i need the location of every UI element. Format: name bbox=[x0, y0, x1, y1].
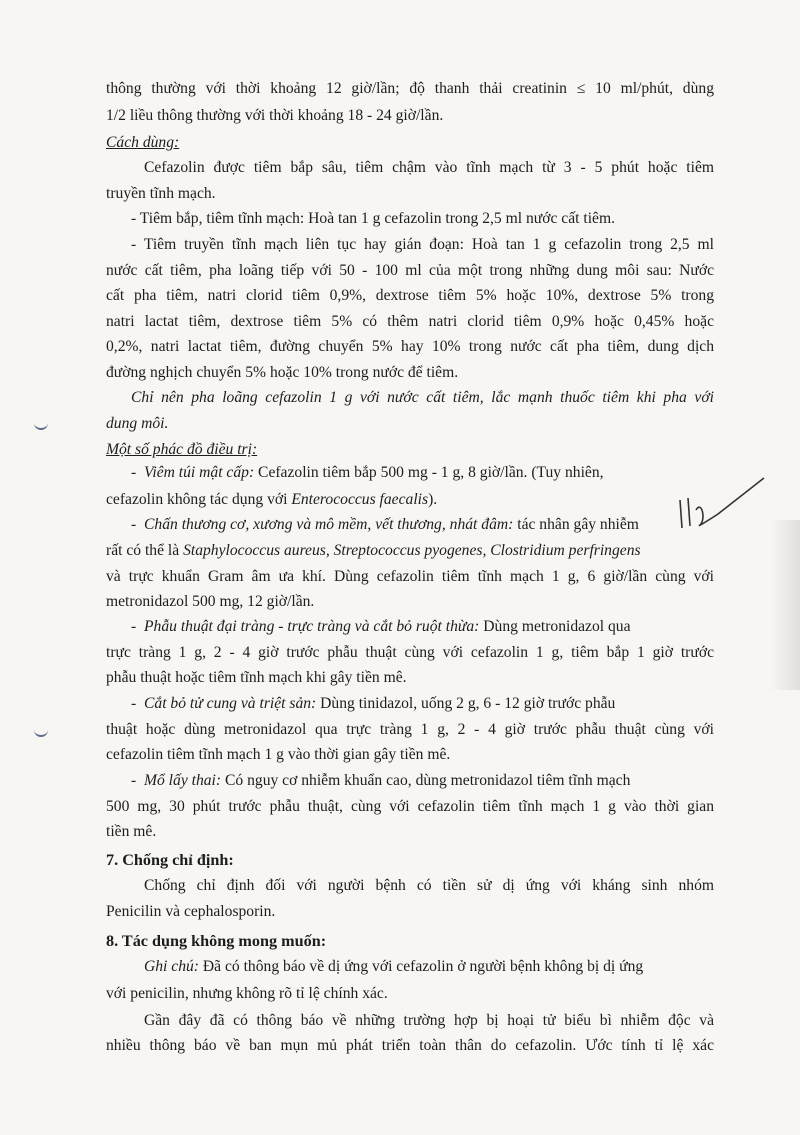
note-label: Ghi chú: bbox=[144, 958, 199, 975]
regimen-4-line: cefazolin tiêm tĩnh mạch 1 g vào thời gian gây tiền mê. bbox=[106, 746, 451, 763]
body-line: - Tiêm bắp, tiêm tĩnh mạch: Hoà tan 1 g cefazolin trong 2,5 ml nước cất tiêm. bbox=[131, 210, 615, 227]
body-line: nước cất tiêm, pha loãng tiếp với 50 - 100 ml của một trong những dung môi sau: Nước bbox=[106, 262, 714, 279]
regimen-1-line bbox=[131, 463, 604, 483]
regimen-title: Chấn thương cơ, xương và mô mềm, vết thương, nhát đâm: bbox=[144, 516, 514, 533]
body-line: - Tiêm truyền tĩnh mạch liên tục hay gián đoạn: Hoà tan 1 g cefazolin trong 2,5 ml bbox=[131, 236, 714, 253]
punch-hole-mark bbox=[34, 725, 48, 737]
dash: - bbox=[131, 618, 144, 635]
italic-note-line: dung môi. bbox=[106, 415, 169, 432]
section-8-line: với penicilin, nhưng không rõ tỉ lệ chính xác. bbox=[106, 985, 388, 1002]
regimen-text: Có nguy cơ nhiễm khuẩn cao, dùng metronidazol tiêm tĩnh mạch bbox=[225, 772, 631, 789]
regimen-text: cefazolin không tác dụng với bbox=[106, 491, 288, 508]
section-subheading-cach-dung: Cách dùng: bbox=[106, 134, 180, 151]
regimen-1-line bbox=[106, 490, 437, 510]
regimen-3-line: trực tràng 1 g, 2 - 4 giờ trước phẫu thuật cùng với cefazolin 1 g, tiêm bắp 1 giờ trước bbox=[106, 644, 714, 661]
body-line: Cefazolin được tiêm bắp sâu, tiêm chậm vào tĩnh mạch từ 3 - 5 phút hoặc tiêm bbox=[144, 159, 714, 176]
section-8-line bbox=[144, 957, 643, 977]
regimen-text: tác nhân gây nhiễm bbox=[517, 516, 639, 533]
regimen-title: Viêm túi mật cấp: bbox=[144, 464, 255, 481]
regimen-text: Cefazolin tiêm bắp 500 mg - 1 g, 8 giờ/lần. (Tuy nhiên, bbox=[258, 464, 604, 481]
section-8-line: Gần đây đã có thông báo về những trường hợp bị hoại tử biểu bì nhiễm độc và bbox=[144, 1012, 714, 1029]
regimen-2-line: và trực khuẩn Gram âm ưa khí. Dùng cefazolin tiêm tĩnh mạch 1 g, 6 giờ/lần cùng với bbox=[106, 568, 714, 585]
section-7-line: Chống chỉ định đối với người bệnh có tiền sử dị ứng với kháng sinh nhóm bbox=[144, 877, 714, 894]
dash: - bbox=[131, 516, 144, 533]
dash: - bbox=[131, 695, 144, 712]
section-8-line: nhiều thông báo về ban mụn mủ phát triển toàn thân do cefazolin. Ước tính tỉ lệ xác bbox=[106, 1037, 714, 1054]
regimen-4-line bbox=[131, 694, 615, 714]
handwritten-signature-mark bbox=[660, 470, 770, 550]
organism-name: Staphylococcus aureus, Streptococcus pyogenes, Clostridium perfringens bbox=[183, 542, 641, 559]
body-line: thông thường với thời khoảng 12 giờ/lần; độ thanh thải creatinin ≤ 10 ml/phút, dùng bbox=[106, 80, 714, 97]
section-8-heading: 8. Tác dụng không mong muốn: bbox=[106, 932, 327, 950]
section-7-heading: 7. Chống chỉ định: bbox=[106, 851, 234, 869]
regimen-text: Dùng tinidazol, uống 2 g, 6 - 12 giờ trước phẫu bbox=[320, 695, 616, 712]
section-7-line: Penicilin và cephalosporin. bbox=[106, 903, 276, 920]
regimen-4-line: thuật hoặc dùng metronidazol qua trực tràng 1 g, 2 - 4 giờ trước phẫu thuật cùng với bbox=[106, 721, 714, 738]
regimen-3-line: phẫu thuật hoặc tiêm tĩnh mạch khi gây tiền mê. bbox=[106, 669, 407, 686]
regimen-2-line: metronidazol 500 mg, 12 giờ/lần. bbox=[106, 593, 315, 610]
body-line: đường nghịch chuyển 5% hoặc 10% trong nước để tiêm. bbox=[106, 364, 459, 381]
dash: - bbox=[131, 464, 144, 481]
regimen-title: Mổ lấy thai: bbox=[144, 772, 222, 789]
punch-hole-mark bbox=[34, 418, 48, 430]
body-line: 0,2%, natri lactat tiêm, đường chuyển 5% hay 10% trong nước cất pha tiêm, dung dịch bbox=[106, 338, 714, 355]
italic-note-line: Chỉ nên pha loãng cefazolin 1 g với nước cất tiêm, lắc mạnh thuốc tiêm khi pha với bbox=[131, 389, 714, 406]
section-subheading-phac-do: Một số phác đồ điều trị: bbox=[106, 441, 258, 458]
organism-name: Enterococcus faecalis bbox=[291, 491, 429, 508]
body-line: truyền tĩnh mạch. bbox=[106, 185, 216, 202]
regimen-2-line bbox=[106, 541, 641, 561]
dash: - bbox=[131, 772, 144, 789]
regimen-text: ). bbox=[428, 491, 438, 508]
body-line: natri lactat tiêm, dextrose tiêm 5% có thêm natri clorid tiêm 0,9% hoặc 0,45% hoặc bbox=[106, 313, 714, 330]
regimen-text: Dùng metronidazol qua bbox=[483, 618, 631, 635]
regimen-2-line bbox=[131, 515, 639, 535]
body-line: 1/2 liều thông thường với thời khoảng 18 - 24 giờ/lần. bbox=[106, 107, 444, 124]
note-text: Đã có thông báo về dị ứng với cefazolin ở người bệnh không bị dị ứng bbox=[202, 958, 644, 975]
regimen-5-line: tiền mê. bbox=[106, 823, 157, 840]
regimen-3-line bbox=[131, 617, 631, 637]
body-line: cất pha tiêm, natri clorid tiêm 0,9%, dextrose tiêm 5% hoặc 10%, dextrose 5% trong bbox=[106, 287, 714, 304]
regimen-title: Cắt bỏ tử cung và triệt sản: bbox=[144, 695, 317, 712]
regimen-text: rất có thể là bbox=[106, 542, 180, 559]
regimen-5-line: 500 mg, 30 phút trước phẫu thuật, cùng với cefazolin tiêm tĩnh mạch 1 g vào thời gian bbox=[106, 798, 714, 815]
regimen-title: Phẫu thuật đại tràng - trực tràng và cắt bỏ ruột thừa: bbox=[144, 618, 480, 635]
page-edge-shadow bbox=[770, 520, 800, 690]
regimen-5-line bbox=[131, 771, 630, 791]
